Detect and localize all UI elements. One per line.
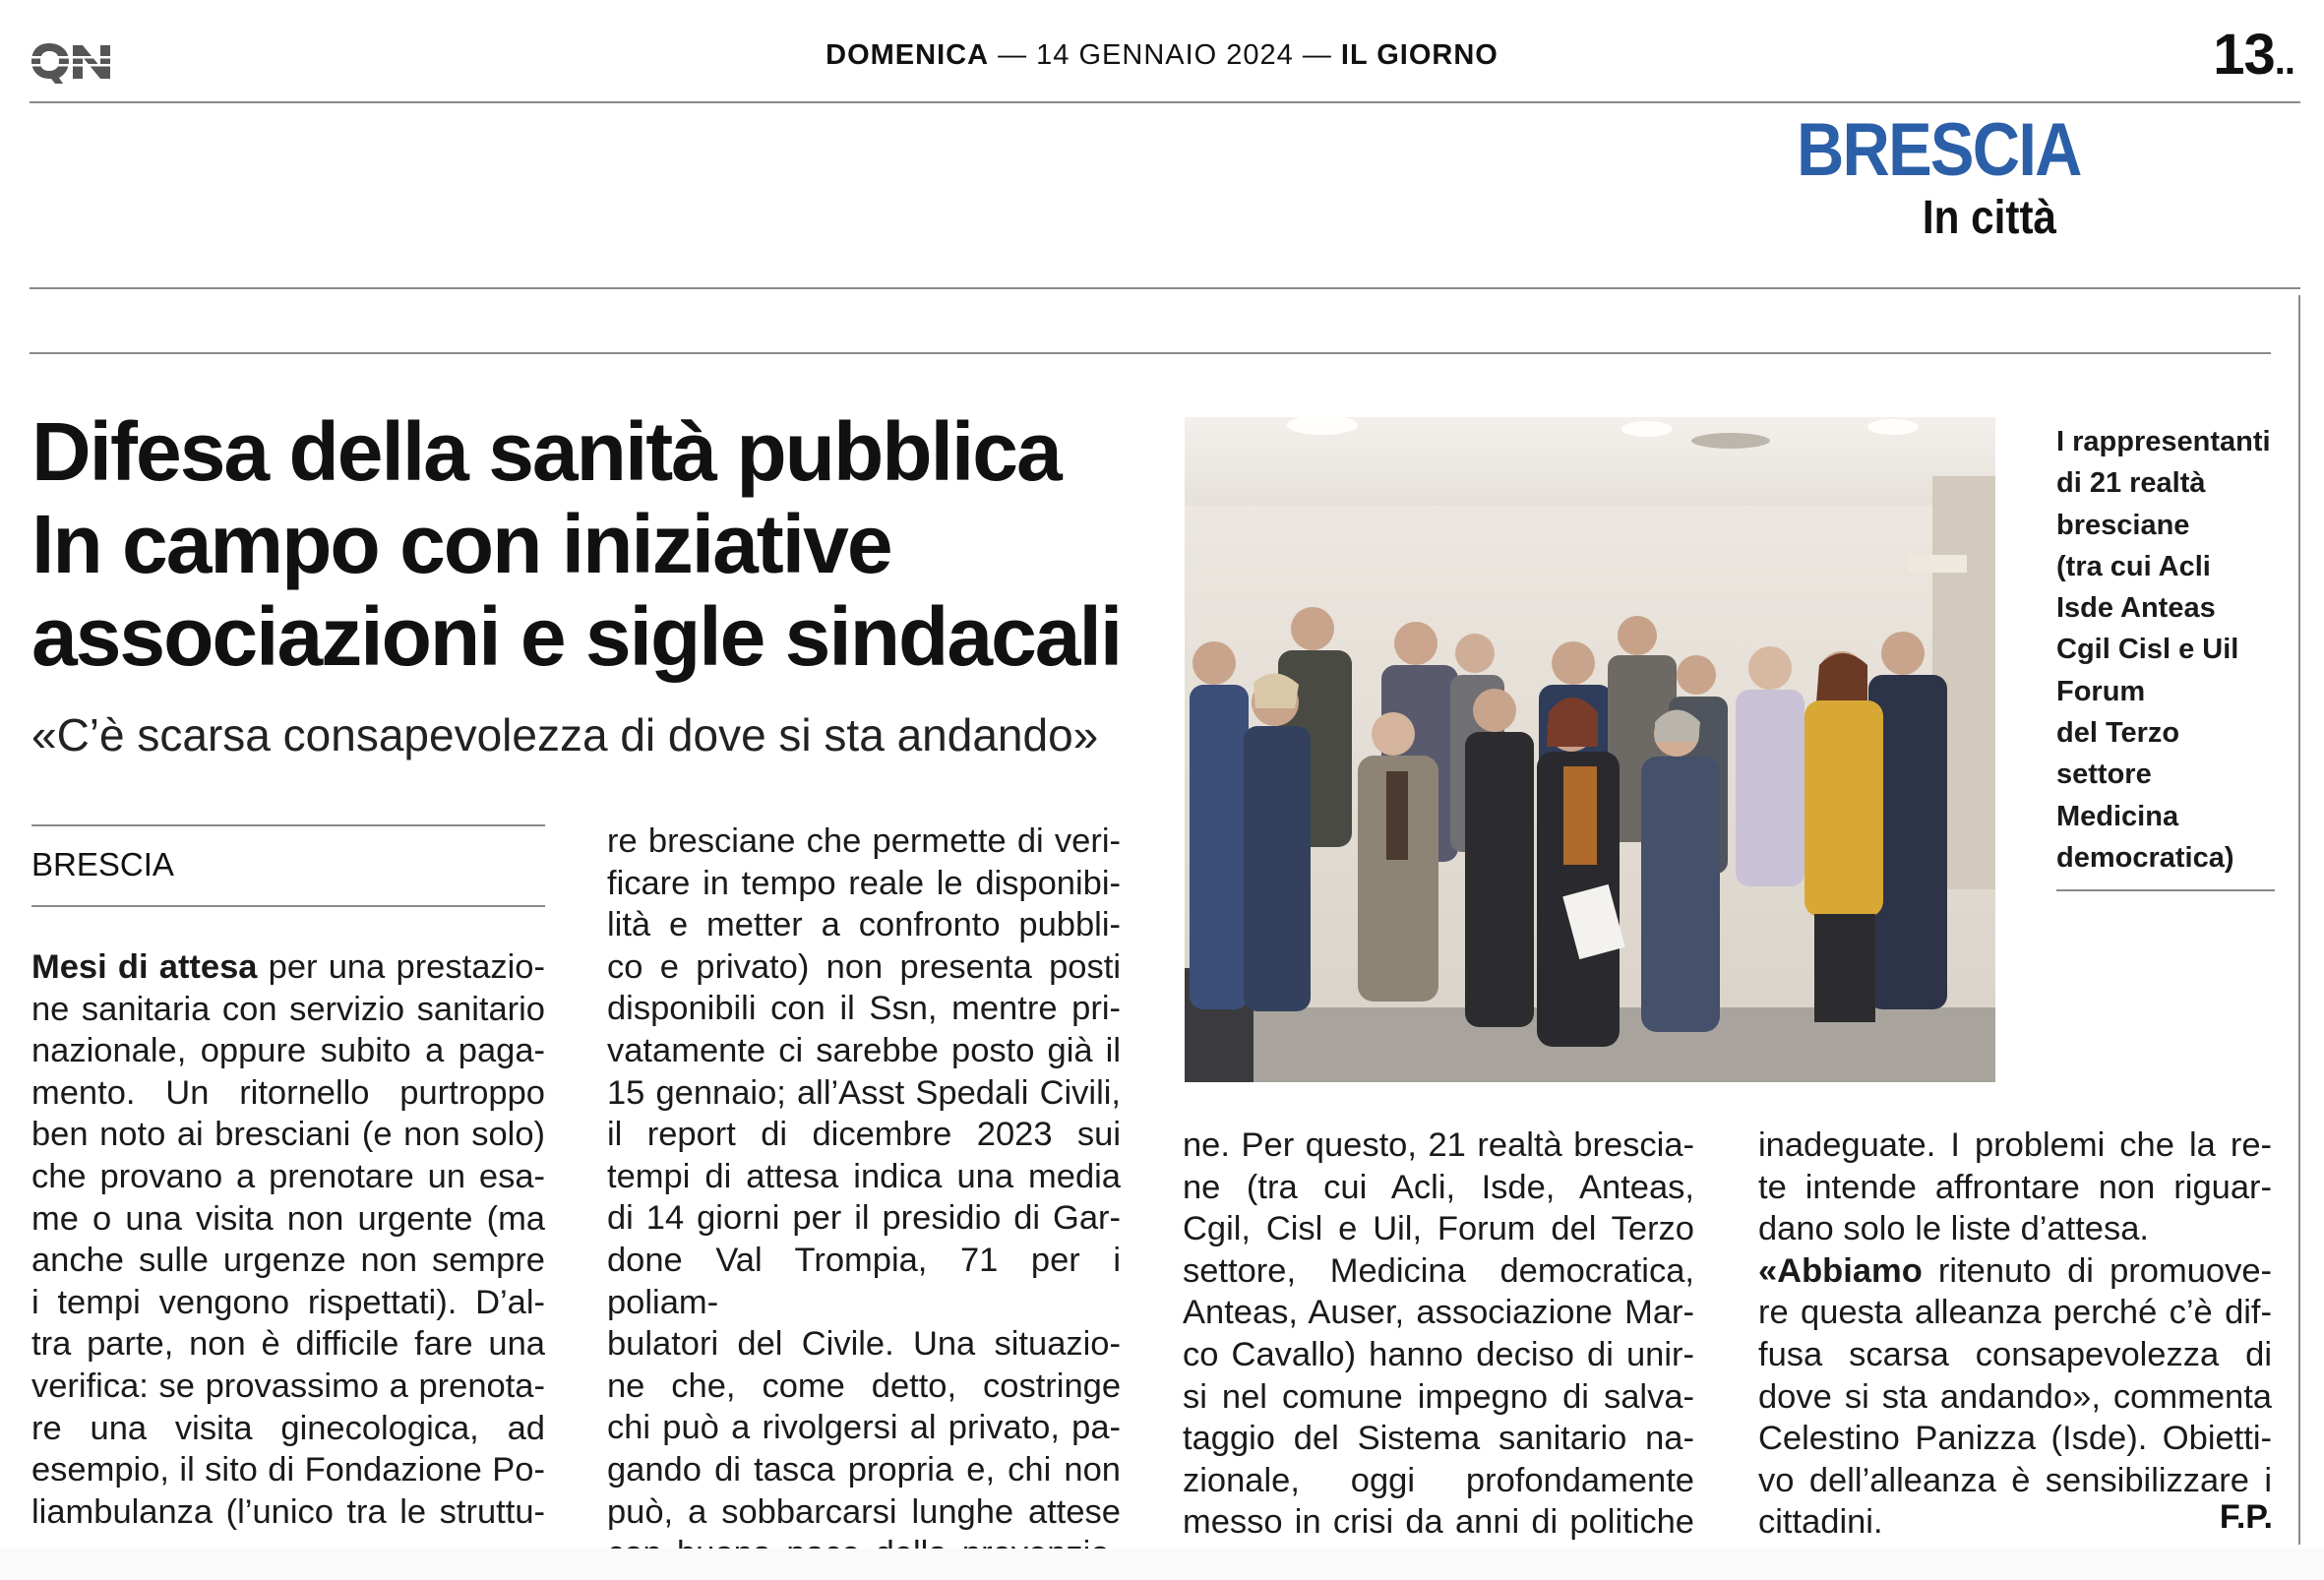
caption-line: I rappresentanti bbox=[2056, 426, 2271, 457]
line-text: i tempi vengono rispettati). D’al- bbox=[31, 1283, 545, 1321]
line-text: me o una visita non urgente (ma bbox=[31, 1199, 545, 1238]
page-number bbox=[2213, 22, 2294, 88]
line-text: ben noto ai bresciani (e non solo) bbox=[31, 1116, 545, 1154]
dateline-rule-top bbox=[31, 824, 545, 826]
line-text: ne sanitaria con servizio sanitario bbox=[31, 990, 545, 1028]
line-text: tra parte, non è difficile fare una bbox=[31, 1325, 545, 1364]
line-text: messo in crisi da anni di politiche bbox=[1183, 1503, 1694, 1542]
line-text: disponibili con il Ssn, mentre pri- bbox=[607, 990, 1121, 1028]
author-signature: F.P. bbox=[2219, 1498, 2273, 1536]
text-line bbox=[1758, 1250, 2272, 1293]
text-line bbox=[31, 1408, 545, 1450]
line-text: tempi di attesa indica una media bbox=[607, 1157, 1121, 1195]
line-text: te intende affrontare non riguar- bbox=[1758, 1168, 2272, 1206]
line-text: Celestino Panizza (Isde). Obietti- bbox=[1758, 1420, 2272, 1458]
section-city: BRESCIA bbox=[1797, 108, 2081, 192]
text-line bbox=[607, 1030, 1121, 1072]
group-photo bbox=[1185, 417, 1995, 1082]
line-text: done Val Trompia, 71 per i poliam- bbox=[607, 1241, 1121, 1321]
text-line bbox=[1183, 1124, 1694, 1167]
photo-caption bbox=[2056, 421, 2293, 879]
dateline: BRESCIA bbox=[31, 846, 174, 882]
text-line bbox=[31, 1156, 545, 1198]
text-line bbox=[607, 904, 1121, 946]
text-line bbox=[1183, 1460, 1694, 1502]
line-text: esempio, il sito di Fondazione Po- bbox=[31, 1451, 545, 1489]
text-line bbox=[31, 1072, 545, 1115]
line-text: co Cavallo) hanno deciso di unir- bbox=[1183, 1335, 1694, 1373]
line-text: co e privato) non presenta posti bbox=[607, 947, 1121, 986]
text-line bbox=[1183, 1376, 1694, 1419]
line-text: re una visita ginecologica, ad bbox=[31, 1409, 545, 1447]
line-text: Anteas, Auser, associazione Mar- bbox=[1183, 1294, 1694, 1332]
line-text: Cgil, Cisl e Uil, Forum del Terzo bbox=[1183, 1210, 1694, 1248]
text-line bbox=[607, 988, 1121, 1030]
text-line bbox=[31, 1366, 545, 1408]
text-line bbox=[31, 1449, 545, 1491]
text-line bbox=[31, 946, 545, 989]
page-number-value: 13 bbox=[2213, 23, 2275, 87]
line-text: può, a sobbarcarsi lunghe attese bbox=[607, 1492, 1121, 1531]
text-line bbox=[607, 1114, 1121, 1156]
headline-line: In campo con iniziative bbox=[31, 498, 891, 590]
text-line bbox=[31, 989, 545, 1031]
line-text: ne (tra cui Acli, Isde, Anteas, bbox=[1183, 1168, 1694, 1206]
text-line bbox=[1758, 1167, 2272, 1209]
line-text: mento. Un ritornello purtroppo bbox=[31, 1073, 545, 1112]
section-rule bbox=[30, 287, 2300, 289]
line-text: lità e metter a confronto pubbli- bbox=[607, 906, 1121, 944]
day-label: DOMENICA bbox=[826, 39, 990, 71]
text-line bbox=[1758, 1418, 2272, 1460]
text-line bbox=[1183, 1418, 1694, 1460]
text-line bbox=[1758, 1334, 2272, 1376]
text-line bbox=[1183, 1167, 1694, 1209]
line-text: re bresciane che permette di veri- bbox=[607, 822, 1121, 860]
line-text: bulatori del Civile. Una situazio- bbox=[607, 1325, 1121, 1364]
line-text: nazionale, oppure subito a paga- bbox=[31, 1032, 545, 1070]
line-text: chi può a rivolgersi al privato, pa- bbox=[607, 1409, 1121, 1447]
text-line bbox=[1183, 1501, 1694, 1544]
text-line bbox=[607, 1323, 1121, 1366]
header-rule bbox=[30, 101, 2300, 103]
line-text: ficare in tempo reale le disponibi- bbox=[607, 864, 1121, 902]
text-line bbox=[1183, 1250, 1694, 1293]
text-line bbox=[607, 1366, 1121, 1408]
line-text: verifica: se provassimo a prenota- bbox=[31, 1367, 545, 1405]
line-text: anche sulle urgenze non sempre bbox=[31, 1242, 545, 1280]
line-text: si nel comune impegno di salva- bbox=[1183, 1377, 1694, 1416]
text-line bbox=[1758, 1208, 2272, 1250]
text-line bbox=[31, 1240, 545, 1282]
headline-line: Difesa della sanità pubblica bbox=[31, 405, 1061, 498]
line-text: cittadini. bbox=[1758, 1503, 1883, 1542]
caption-line: Medicina bbox=[2056, 800, 2179, 832]
text-line bbox=[1183, 1292, 1694, 1334]
masthead-bar bbox=[0, 39, 2324, 72]
text-line bbox=[31, 1323, 545, 1366]
dash-2: — bbox=[1302, 39, 1332, 71]
right-margin-rule bbox=[2298, 295, 2300, 1545]
text-line bbox=[31, 1198, 545, 1241]
text-column-3 bbox=[1183, 1124, 1694, 1544]
article-top-rule bbox=[30, 352, 2271, 354]
line-text: zionale, oggi profondamente bbox=[1183, 1461, 1694, 1499]
line-text: taggio del Sistema sanitario na- bbox=[1183, 1420, 1694, 1458]
text-line bbox=[31, 1030, 545, 1072]
bold-lead: Mesi di attesa bbox=[31, 948, 258, 986]
text-line bbox=[1758, 1124, 2272, 1167]
caption-line: Forum bbox=[2056, 675, 2146, 707]
caption-line: (tra cui Acli bbox=[2056, 550, 2211, 582]
caption-rule bbox=[2056, 889, 2275, 891]
date-label: 14 GENNAIO 2024 bbox=[1036, 39, 1294, 71]
text-column-1 bbox=[31, 946, 545, 1533]
line-text: liambulanza (l’unico tra le struttu- bbox=[31, 1492, 545, 1531]
text-line bbox=[607, 1449, 1121, 1491]
text-column-4 bbox=[1758, 1124, 2272, 1544]
page-dots: .. bbox=[2274, 39, 2294, 83]
article-subheadline: «C’è scarsa consapevolezza di dove si sta andando» bbox=[31, 709, 1099, 760]
line-text: dove si sta andando», commenta bbox=[1758, 1377, 2272, 1416]
text-line bbox=[1758, 1376, 2272, 1419]
caption-line: del Terzo bbox=[2056, 717, 2180, 750]
text-line bbox=[31, 1114, 545, 1156]
line-text: di 14 giorni per il presidio di Gar- bbox=[607, 1199, 1121, 1238]
line-text: ne. Per questo, 21 realtà brescia- bbox=[1183, 1126, 1694, 1164]
text-line bbox=[1183, 1334, 1694, 1376]
text-line bbox=[607, 1156, 1121, 1198]
text-line bbox=[1758, 1292, 2272, 1334]
line-text: fusa scarsa consapevolezza di bbox=[1758, 1335, 2272, 1373]
article-headline bbox=[31, 405, 1143, 683]
text-line bbox=[607, 1407, 1121, 1449]
page-bottom-edge bbox=[0, 1549, 2324, 1580]
text-line bbox=[607, 1197, 1121, 1240]
caption-line: Cgil Cisl e Uil bbox=[2056, 634, 2239, 666]
text-line bbox=[1183, 1208, 1694, 1250]
caption-line: bresciane bbox=[2056, 509, 2190, 541]
text-line bbox=[607, 863, 1121, 905]
text-line bbox=[1758, 1460, 2272, 1502]
line-text: che provano a prenotare un esa- bbox=[31, 1157, 545, 1195]
line-text: re questa alleanza perché c’è dif- bbox=[1758, 1294, 2272, 1332]
caption-line: Isde Anteas bbox=[2056, 592, 2216, 625]
text-line bbox=[31, 1282, 545, 1324]
line-text: ne che, come detto, costringe bbox=[607, 1367, 1121, 1405]
paper-name: IL GIORNO bbox=[1340, 39, 1498, 71]
text-column-2 bbox=[607, 820, 1121, 1575]
headline-line: associazioni e sigle sindacali bbox=[31, 590, 1122, 683]
dash-1: — bbox=[998, 39, 1028, 71]
caption-line: di 21 realtà bbox=[2056, 467, 2206, 500]
text-line bbox=[607, 820, 1121, 863]
section-heading bbox=[1761, 108, 2081, 246]
line-text: dano solo le liste d’attesa. bbox=[1758, 1210, 2150, 1248]
bold-lead: «Abbiamo bbox=[1758, 1251, 1923, 1290]
text-line bbox=[607, 946, 1121, 989]
line-text: gando di tasca propria e, chi non bbox=[607, 1450, 1121, 1489]
text-line bbox=[607, 1240, 1121, 1323]
line-text: ritenuto di promuove- bbox=[1922, 1251, 2272, 1290]
caption-line: settore bbox=[2056, 759, 2152, 791]
line-text: per una prestazio- bbox=[257, 948, 545, 986]
section-subtitle: In città bbox=[1922, 192, 2056, 244]
text-line bbox=[607, 1491, 1121, 1534]
text-line bbox=[607, 1072, 1121, 1115]
caption-line: democratica) bbox=[2056, 841, 2234, 874]
line-text: inadeguate. I problemi che la re- bbox=[1758, 1126, 2272, 1164]
dateline-rule-bottom bbox=[31, 905, 545, 907]
line-text: settore, Medicina democratica, bbox=[1183, 1251, 1694, 1290]
line-text: vo dell’alleanza è sensibilizzare i bbox=[1758, 1461, 2272, 1499]
text-line bbox=[1758, 1501, 2272, 1544]
line-text: il report di dicembre 2023 sui bbox=[607, 1116, 1121, 1154]
line-text: 15 gennaio; all’Asst Spedali Civili, bbox=[607, 1073, 1121, 1112]
line-text: vatamente ci sarebbe posto già il bbox=[607, 1031, 1121, 1069]
text-line bbox=[31, 1491, 545, 1534]
